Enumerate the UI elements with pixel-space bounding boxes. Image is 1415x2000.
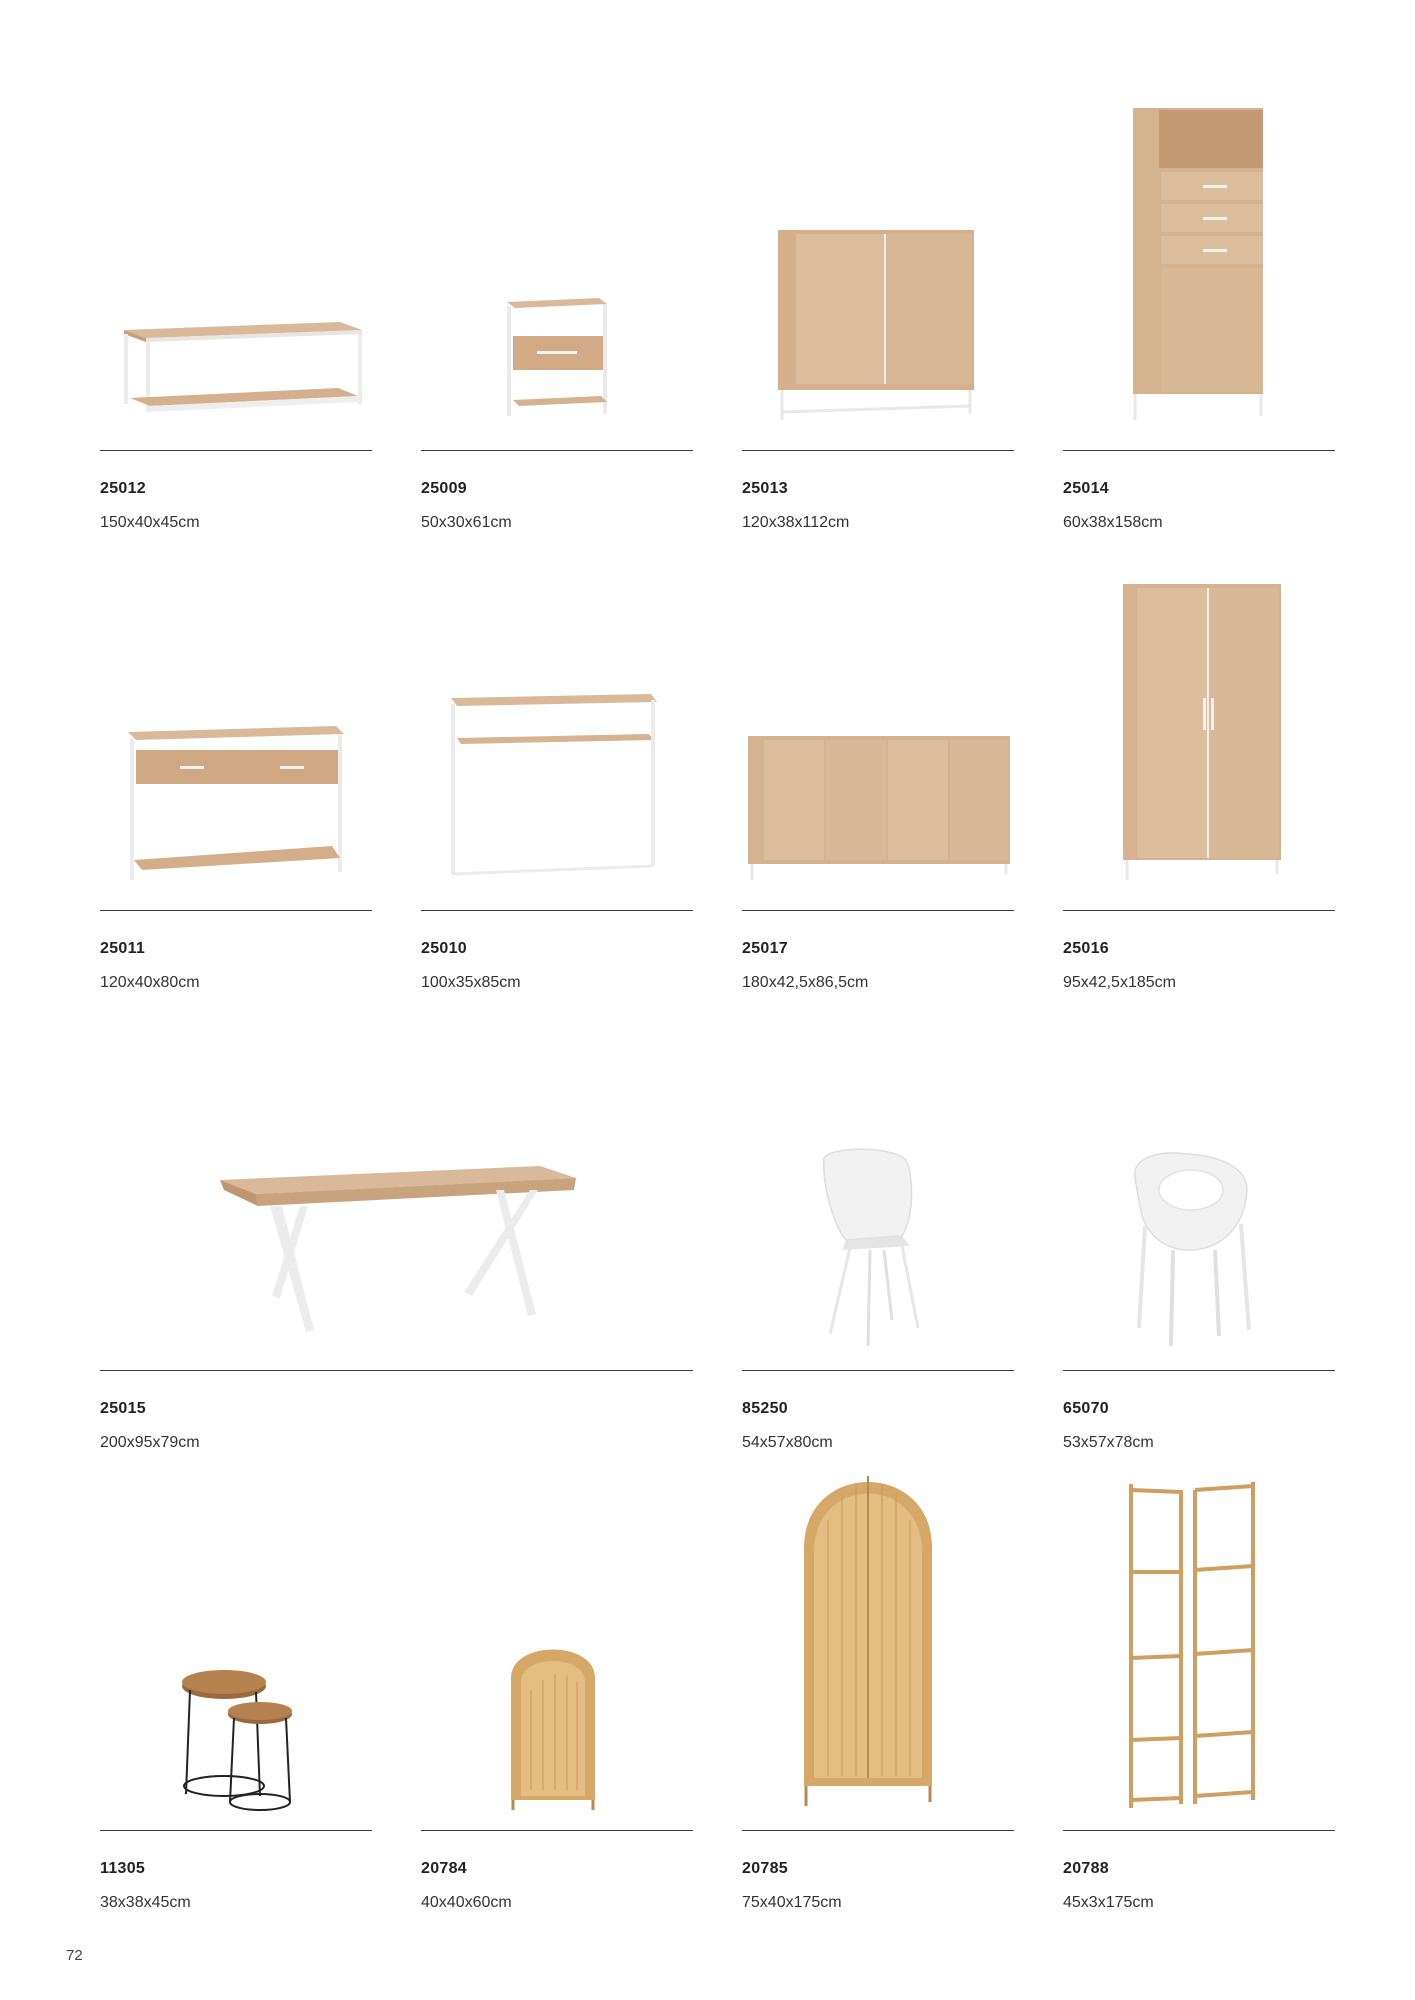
product-code: 25015 <box>100 1400 146 1417</box>
rattan-cabinet-tall-image <box>742 1460 1014 1820</box>
product-code: 20788 <box>1063 1860 1109 1877</box>
page-number: 72 <box>66 1947 83 1964</box>
product-dimensions: 40x40x60cm <box>421 1894 512 1911</box>
product-card <box>421 540 693 1000</box>
product-dimensions: 50x30x61cm <box>421 514 512 531</box>
armchair-white-image <box>742 1000 1014 1360</box>
product-dimensions: 200x95x79cm <box>100 1434 200 1451</box>
product-code: 25012 <box>100 480 146 497</box>
console-table-image <box>421 540 693 900</box>
bedside-table-image <box>421 80 693 440</box>
low-tv-stand-image <box>100 80 372 440</box>
dining-table-image <box>100 1000 693 1360</box>
product-code: 25014 <box>1063 480 1109 497</box>
product-code: 25016 <box>1063 940 1109 957</box>
divider <box>1063 1830 1335 1831</box>
product-card <box>100 1000 693 1460</box>
tall-drawer-cabinet-image <box>1063 80 1335 440</box>
divider <box>1063 450 1335 451</box>
product-dimensions: 38x38x45cm <box>100 1894 191 1911</box>
product-dimensions: 100x35x85cm <box>421 974 521 991</box>
divider <box>1063 910 1335 911</box>
folding-screen-image <box>1063 1460 1335 1820</box>
product-code: 25011 <box>100 940 146 957</box>
product-dimensions: 95x42,5x185cm <box>1063 974 1176 991</box>
divider <box>421 1830 693 1831</box>
product-card <box>100 80 372 540</box>
product-dimensions: 180x42,5x86,5cm <box>742 974 869 991</box>
product-dimensions: 120x40x80cm <box>100 974 200 991</box>
product-card <box>421 1460 693 1920</box>
product-code: 20785 <box>742 1860 788 1877</box>
product-code: 25010 <box>421 940 467 957</box>
product-dimensions: 45x3x175cm <box>1063 1894 1154 1911</box>
divider <box>421 450 693 451</box>
product-dimensions: 120x38x112cm <box>742 514 850 531</box>
product-card <box>100 1460 372 1920</box>
product-card <box>742 1460 1014 1920</box>
divider <box>100 1830 372 1831</box>
product-code: 20784 <box>421 1860 467 1877</box>
product-card <box>1063 540 1335 1000</box>
sideboard-image <box>742 540 1014 900</box>
product-card <box>742 1000 1014 1460</box>
nesting-tables-image <box>100 1460 372 1820</box>
product-card <box>1063 80 1335 540</box>
product-card <box>421 80 693 540</box>
divider <box>742 1370 1014 1371</box>
divider <box>742 910 1014 911</box>
product-card <box>1063 1000 1335 1460</box>
rattan-cabinet-small-image <box>421 1460 693 1820</box>
product-card <box>742 80 1014 540</box>
product-dimensions: 75x40x175cm <box>742 1894 842 1911</box>
product-dimensions: 150x40x45cm <box>100 514 200 531</box>
product-card <box>100 540 372 1000</box>
product-dimensions: 54x57x80cm <box>742 1434 833 1451</box>
product-card <box>742 540 1014 1000</box>
divider <box>742 1830 1014 1831</box>
console-two-drawers-image <box>100 540 372 900</box>
product-code: 25013 <box>742 480 788 497</box>
product-code: 85250 <box>742 1400 788 1417</box>
divider <box>1063 1370 1335 1371</box>
divider <box>100 1370 693 1371</box>
product-code: 65070 <box>1063 1400 1109 1417</box>
product-code: 25017 <box>742 940 788 957</box>
divider <box>100 450 372 451</box>
divider <box>100 910 372 911</box>
stackable-chair-white-image <box>1063 1000 1335 1360</box>
product-code: 25009 <box>421 480 467 497</box>
wardrobe-image <box>1063 540 1335 900</box>
two-door-cabinet-image <box>742 80 1014 440</box>
product-card <box>1063 1460 1335 1920</box>
product-dimensions: 60x38x158cm <box>1063 514 1163 531</box>
divider <box>421 910 693 911</box>
product-dimensions: 53x57x78cm <box>1063 1434 1154 1451</box>
divider <box>742 450 1014 451</box>
product-code: 11305 <box>100 1860 146 1877</box>
